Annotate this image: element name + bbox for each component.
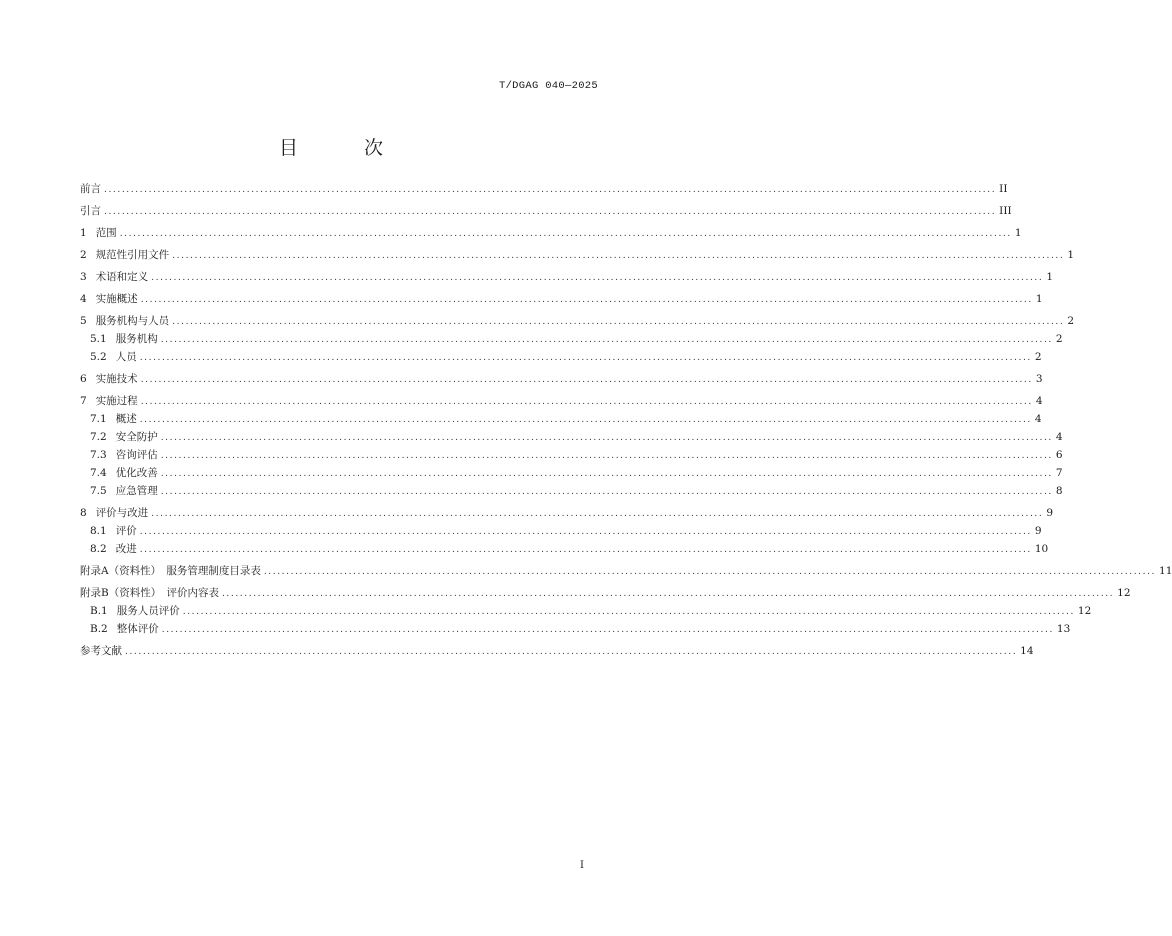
toc-entry[interactable] [80, 313, 1075, 328]
document-code: T/DGAG 040—2025 [498, 80, 598, 92]
toc-leader-dots: ........................................................................................................................................................................................................ [140, 375, 1033, 385]
toc-entry-page: 9 [1034, 525, 1042, 537]
toc-entry-label [90, 621, 159, 636]
toc-entry[interactable] [80, 411, 1042, 426]
toc-entry-page: 3 [1035, 373, 1043, 385]
toc-entry[interactable] [80, 541, 1049, 556]
toc-entry-number: B.2 [90, 623, 108, 635]
toc-entry[interactable] [80, 447, 1063, 462]
toc-leader-dots: ........................................................................................................................................................................................................ [139, 545, 1032, 555]
toc-entry-page: 4 [1035, 395, 1043, 407]
toc-entry-text: 评价 [115, 525, 137, 537]
toc-entry-text: 规范性引用文件 [95, 249, 170, 261]
toc-entry-label [80, 181, 101, 196]
page-number: I [580, 860, 584, 871]
toc-leader-dots: ........................................................................................................................................................................................................ [160, 433, 1053, 443]
toc-entry-number: 7.1 [90, 413, 107, 425]
toc-entry-text: 安全防护 [115, 431, 158, 443]
toc-entry[interactable] [80, 291, 1043, 306]
toc-entry-number: 8.2 [90, 543, 107, 555]
toc-entry-page: II [999, 183, 1008, 195]
toc-entry-text: 服务机构与人员 [95, 315, 170, 327]
toc-entry-label [90, 541, 137, 556]
toc-entry[interactable] [80, 203, 1012, 218]
toc-leader-dots: ........................................................................................................................................................................................................ [151, 509, 1044, 519]
toc-entry[interactable] [80, 483, 1063, 498]
toc-entry-label [80, 247, 169, 262]
toc-leader-dots: ........................................................................................................................................................................................................ [140, 397, 1033, 407]
toc-entry-page: 1 [1067, 249, 1075, 261]
toc-entry-number: 1 [80, 227, 87, 239]
toc-entry-label [80, 393, 138, 408]
toc-leader-dots: ........................................................................................................................................................................................................ [263, 567, 1157, 577]
toc-entry-label [90, 483, 158, 498]
toc-entry-number: 5 [80, 315, 87, 327]
toc-entry-text: 评价与改进 [95, 507, 149, 519]
toc-entry-page: 1 [1035, 293, 1043, 305]
toc-entry-page: III [999, 205, 1012, 217]
toc-entry-page: 12 [1077, 605, 1092, 617]
toc-entry-label [80, 291, 138, 306]
toc-entry-text: 实施技术 [95, 373, 138, 385]
toc-leader-dots: ........................................................................................................................................................................................................ [139, 527, 1032, 537]
toc-entry-label [90, 603, 180, 618]
toc-entry-text: 人员 [115, 351, 137, 363]
toc-entry-text: 整体评价 [116, 623, 159, 635]
toc-entry-label [80, 563, 261, 578]
toc-entry[interactable] [80, 505, 1054, 520]
toc-leader-dots: ........................................................................................................................................................................................................ [161, 625, 1054, 635]
toc-entry-number: 8 [80, 507, 87, 519]
toc-entry-page: 1 [1046, 271, 1054, 283]
toc-entry-label [90, 429, 158, 444]
toc-entry-text: 概述 [115, 413, 137, 425]
toc-leader-dots: ........................................................................................................................................................................................................ [125, 647, 1018, 657]
toc-entry-page: 1 [1014, 227, 1022, 239]
toc-entry-text: 引言 [80, 205, 101, 217]
toc-leader-dots: ........................................................................................................................................................................................................ [151, 273, 1044, 283]
toc-leader-dots: ........................................................................................................................................................................................................ [119, 229, 1012, 239]
toc-entry-page: 11 [1159, 565, 1172, 577]
toc-entry-text: 附录A（资料性） 服务管理制度目录表 [80, 565, 261, 577]
toc-entry-page: 2 [1055, 333, 1063, 345]
toc-entry-page: 12 [1117, 587, 1131, 599]
toc-entry[interactable] [80, 331, 1063, 346]
toc-entry-text: 改进 [115, 543, 137, 555]
toc-leader-dots: ........................................................................................................................................................................................................ [139, 353, 1032, 363]
toc-entry-text: 范围 [95, 227, 117, 239]
toc-entry-page: 13 [1056, 623, 1071, 635]
toc-entry-number: 8.1 [90, 525, 107, 537]
toc-entry[interactable] [80, 349, 1042, 364]
toc-entry-text: 服务机构 [115, 333, 158, 345]
toc-entry-label [80, 225, 117, 240]
toc-leader-dots: ........................................................................................................................................................................................................ [140, 295, 1033, 305]
toc-entry[interactable] [80, 643, 1034, 658]
toc-entry-number: 7 [80, 395, 87, 407]
toc-entry[interactable] [80, 603, 1092, 618]
toc-entry-label [80, 269, 148, 284]
toc-title: 目 次 [278, 137, 414, 159]
toc-entry-text: 应急管理 [115, 485, 158, 497]
toc-leader-dots: ........................................................................................................................................................................................................ [104, 185, 997, 195]
toc-entry-page: 4 [1034, 413, 1042, 425]
toc-leader-dots: ........................................................................................................................................................................................................ [172, 251, 1065, 261]
toc-leader-dots: ........................................................................................................................................................................................................ [160, 487, 1053, 497]
toc-entry[interactable] [80, 523, 1042, 538]
toc-leader-dots: ........................................................................................................................................................................................................ [172, 317, 1065, 327]
toc-entry-number: 7.5 [90, 485, 107, 497]
toc-leader-dots: ........................................................................................................................................................................................................ [139, 415, 1032, 425]
toc-entry[interactable] [80, 429, 1063, 444]
toc-entry[interactable] [80, 225, 1022, 240]
toc-entry-text: 参考文献 [80, 645, 122, 657]
toc-entry-number: 5.2 [90, 351, 107, 363]
toc-entry[interactable] [80, 393, 1043, 408]
toc-entry-number: 5.1 [90, 333, 107, 345]
toc-entry[interactable] [80, 371, 1043, 386]
toc-entry-text: 附录B（资料性） 评价内容表 [80, 587, 219, 599]
toc-entry-label [90, 465, 158, 480]
toc-entry[interactable] [80, 563, 1172, 578]
toc-entry-page: 6 [1055, 449, 1063, 461]
toc-entry-text: 实施过程 [95, 395, 138, 407]
toc-leader-dots: ........................................................................................................................................................................................................ [104, 207, 997, 217]
toc-entry[interactable] [80, 621, 1071, 636]
toc-entry-label [80, 371, 138, 386]
toc-entry-label [90, 349, 137, 364]
toc-leader-dots: ........................................................................................................................................................................................................ [160, 451, 1053, 461]
toc-leader-dots: ........................................................................................................................................................................................................ [160, 469, 1053, 479]
toc-entry-label [90, 331, 158, 346]
toc-entry-page: 10 [1034, 543, 1049, 555]
toc-entry-number: 7.3 [90, 449, 107, 461]
toc-entry[interactable] [80, 181, 1008, 196]
toc-entry-text: 实施概述 [95, 293, 138, 305]
toc-entry-label [90, 447, 158, 462]
toc-entry-label [80, 313, 169, 328]
toc-entry-page: 4 [1055, 431, 1063, 443]
toc-entry[interactable] [80, 247, 1075, 262]
toc-entry-label [80, 643, 122, 658]
toc-entry-number: 7.2 [90, 431, 107, 443]
toc-entry-page: 9 [1046, 507, 1054, 519]
toc-entry-page: 2 [1067, 315, 1075, 327]
toc-entry-label [80, 203, 101, 218]
toc-entry-text: 前言 [80, 183, 101, 195]
toc-entry-label [90, 523, 137, 538]
toc-entry-label [90, 411, 137, 426]
toc-entry-text: 术语和定义 [95, 271, 149, 283]
toc-entry-label [80, 585, 219, 600]
toc-entry-page: 7 [1055, 467, 1063, 479]
toc-entry[interactable] [80, 585, 1131, 600]
toc-entry-number: 7.4 [90, 467, 107, 479]
toc-entry-number: 6 [80, 373, 87, 385]
toc-entry-page: 14 [1020, 645, 1034, 657]
toc-entry-number: B.1 [90, 605, 108, 617]
toc-entry[interactable] [80, 465, 1063, 480]
toc-entry-label [80, 505, 148, 520]
toc-entry-text: 服务人员评价 [116, 605, 180, 617]
toc-entry-number: 3 [80, 271, 87, 283]
toc-leader-dots: ........................................................................................................................................................................................................ [160, 335, 1053, 345]
toc-entry-page: 8 [1055, 485, 1063, 497]
toc-leader-dots: ........................................................................................................................................................................................................ [182, 607, 1075, 617]
toc-entry-text: 咨询评估 [115, 449, 158, 461]
toc-entry-number: 2 [80, 249, 87, 261]
toc-leader-dots: ........................................................................................................................................................................................................ [221, 589, 1115, 599]
toc-entry-number: 4 [80, 293, 87, 305]
toc-entry-page: 2 [1034, 351, 1042, 363]
toc-entry-text: 优化改善 [115, 467, 158, 479]
toc-entry[interactable] [80, 269, 1054, 284]
